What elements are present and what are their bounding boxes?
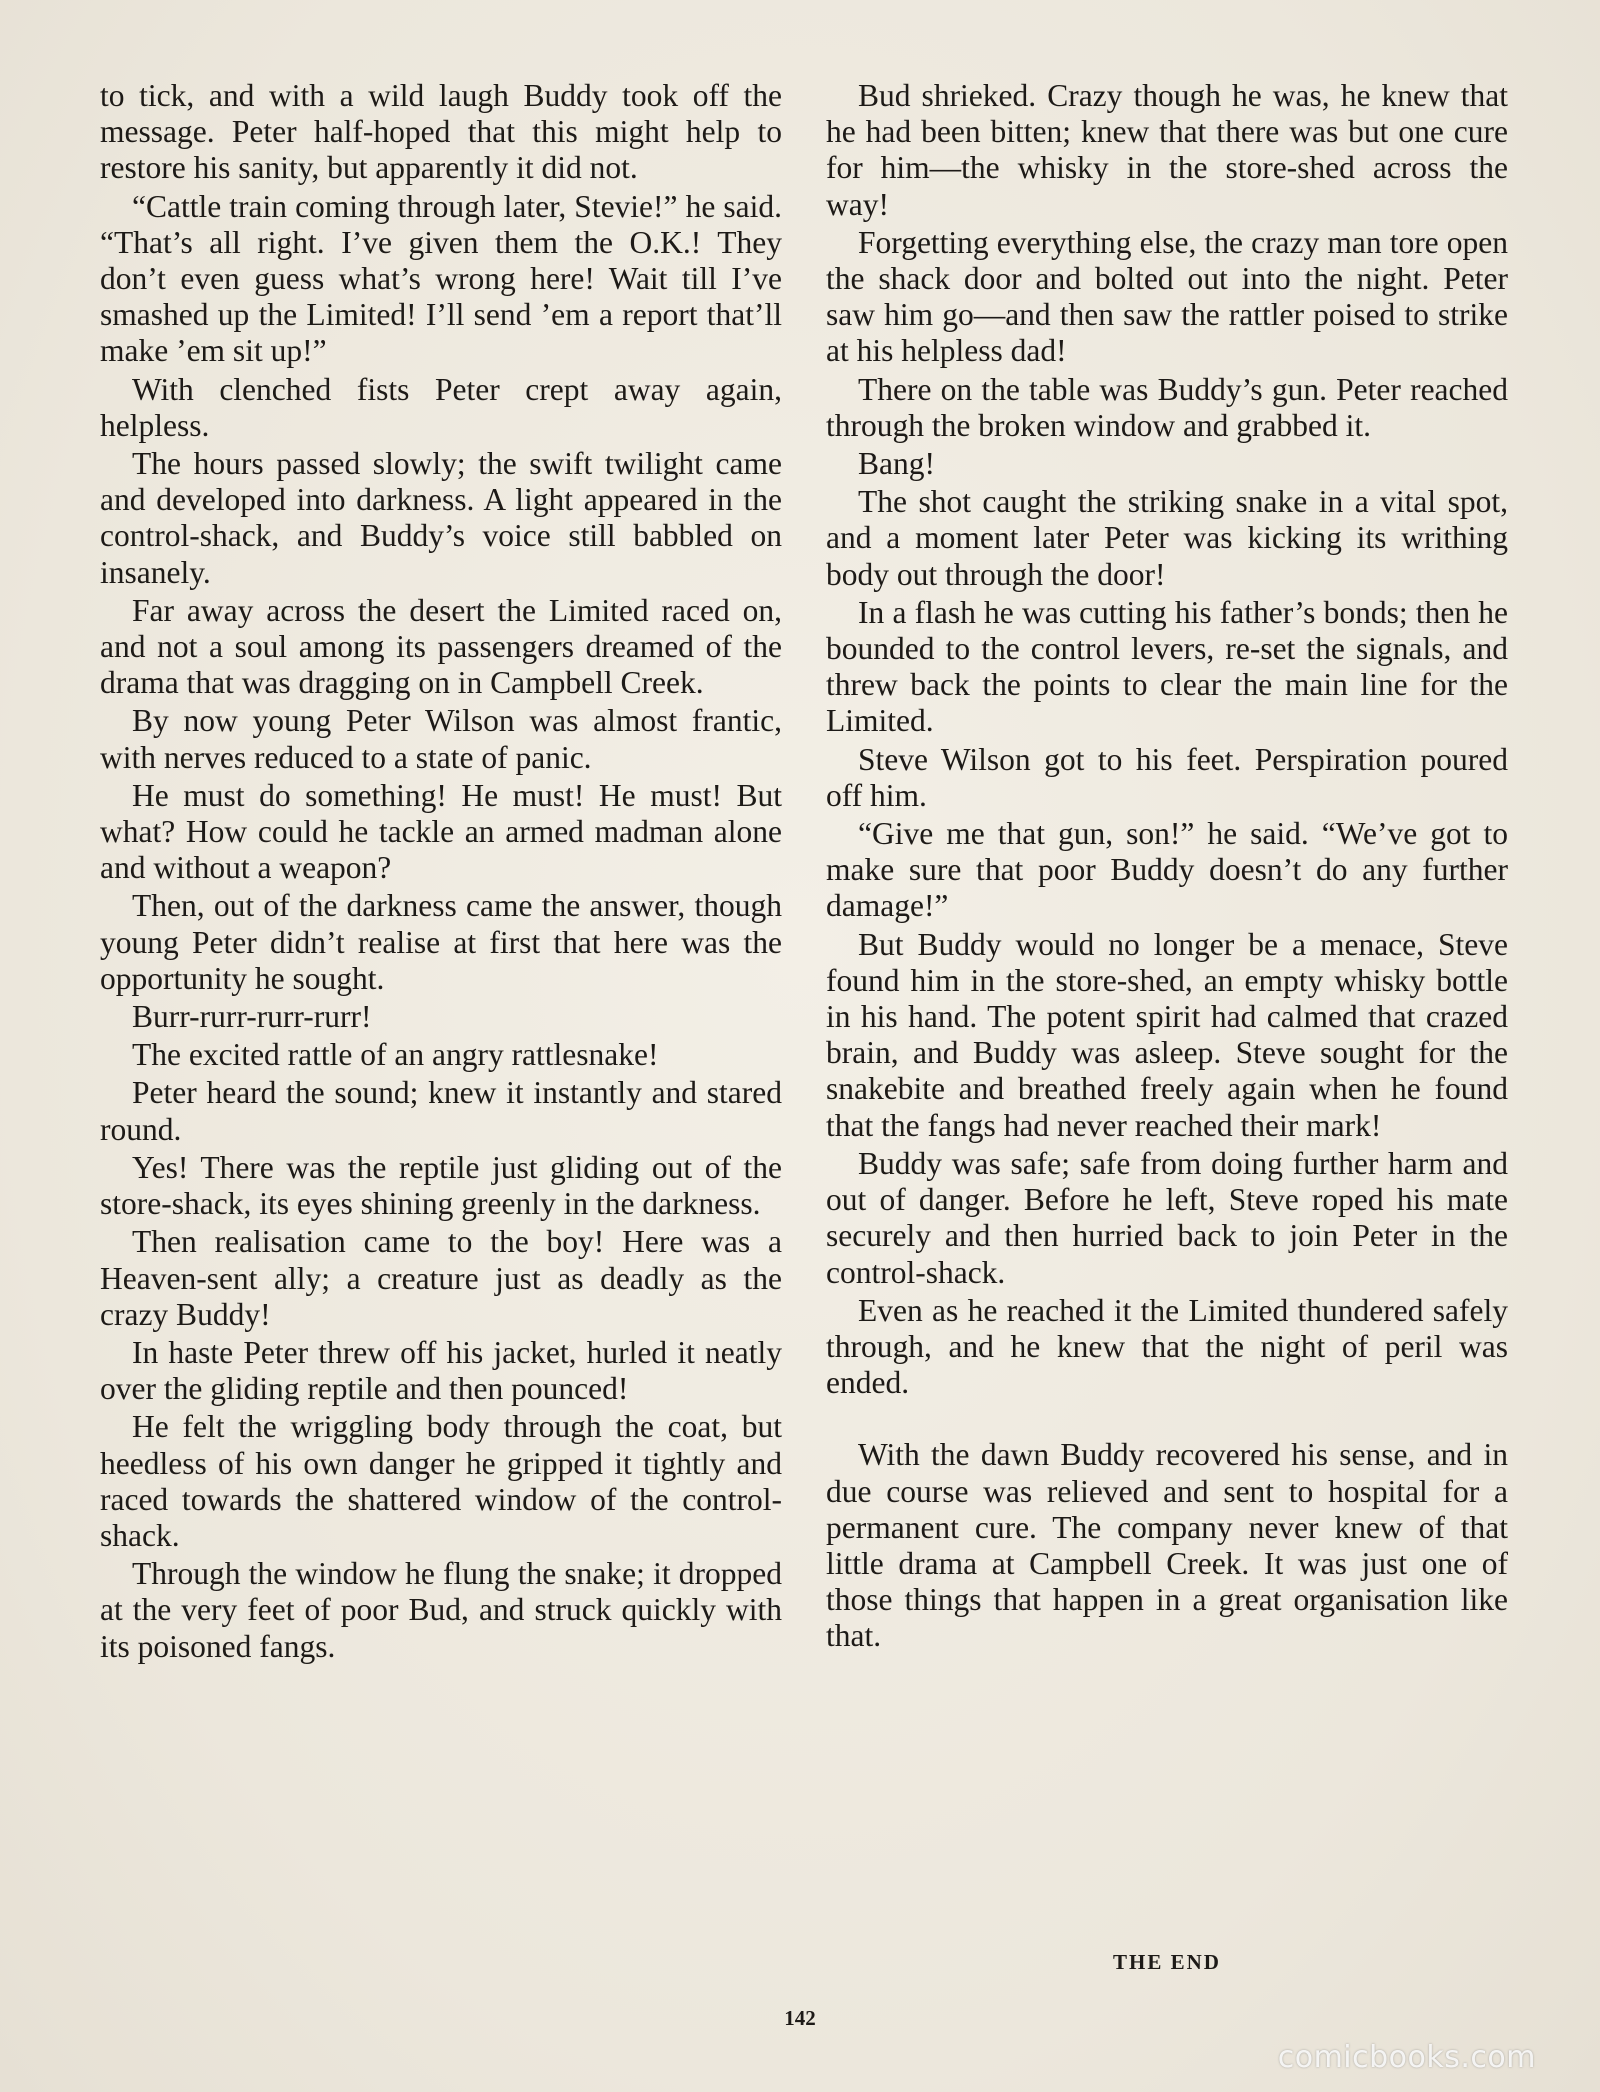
page-number: 142 xyxy=(784,2006,816,2030)
paragraph: In haste Peter threw off his jacket, hurled it neatly over the gliding reptile and then pounced! xyxy=(100,1334,782,1407)
paragraph: With the dawn Buddy recovered his sense, and in due course was relieved and sent to hospital for a permanent cure. The company never knew of that little drama at Campbell Creek. It was just one of those things that happen in a great organisation like that. xyxy=(826,1437,1508,1654)
right-text-column xyxy=(826,78,1508,1657)
paragraph: Bud shrieked. Crazy though he was, he knew that he had been bitten; knew that there was but one cure for him—the whisky in the store-shed across the way! xyxy=(826,78,1508,222)
paragraph: Far away across the desert the Limited raced on, and not a soul among its passengers dreamed of the drama that was dragging on in Campbell Creek. xyxy=(100,592,782,701)
paragraph: to tick, and with a wild laugh Buddy took off the message. Peter half-hoped that this might help to restore his sanity, but apparently it did not. xyxy=(100,78,782,186)
paragraph: Steve Wilson got to his feet. Perspiration poured off him. xyxy=(826,741,1508,813)
paragraph: The hours passed slowly; the swift twilight came and developed into darkness. A light appeared in the control-shack, and Buddy’s voice still babbled on insanely. xyxy=(100,446,782,590)
paragraph: “Give me that gun, son!” he said. “We’ve got to make sure that poor Buddy doesn’t do any further damage!” xyxy=(826,816,1508,924)
the-end-label: THE END xyxy=(1113,1950,1221,1974)
paragraph: Forgetting everything else, the crazy man tore open the shack door and bolted out into the night. Peter saw him go—and then saw the rattler poised to strike at his helpless dad! xyxy=(826,224,1508,369)
paragraph: Burr-rurr-rurr-rurr! xyxy=(132,999,372,1035)
paragraph: Yes! There was the reptile just gliding out of the store-shack, its eyes shining greenly in the darkness. xyxy=(100,1149,782,1222)
paragraph: He must do something! He must! He must! But what? How could he tackle an armed madman alone and without a weapon? xyxy=(100,777,782,886)
paragraph: There on the table was Buddy’s gun. Peter reached through the broken window and grabbed it. xyxy=(826,371,1508,443)
paragraph: He felt the wriggling body through the coat, but heedless of his own danger he gripped it tightly and raced towards the shattered window of the control-shack. xyxy=(100,1409,782,1553)
paragraph: Even as he reached it the Limited thundered safely through, and he knew that the night of peril was ended. xyxy=(826,1292,1508,1401)
paragraph: Peter heard the sound; knew it instantly and stared round. xyxy=(100,1075,782,1147)
left-text-column xyxy=(100,78,782,1667)
paragraph: With clenched fists Peter crept away again, helpless. xyxy=(100,371,782,443)
paragraph: By now young Peter Wilson was almost frantic, with nerves reduced to a state of panic. xyxy=(100,703,782,775)
paragraph: Through the window he flung the snake; it dropped at the very feet of poor Bud, and struck quickly with its poisoned fangs. xyxy=(100,1556,782,1664)
paragraph: In a flash he was cutting his father’s bonds; then he bounded to the control levers, re-set the signals, and threw back the points to clear the main line for the Limited. xyxy=(826,594,1508,739)
paragraph: Buddy was safe; safe from doing further harm and out of danger. Before he left, Steve roped his mate securely and then hurried back to join Peter in the control-shack. xyxy=(826,1145,1508,1290)
paragraph: The excited rattle of an angry rattlesnake! xyxy=(132,1037,659,1073)
paragraph: “Cattle train coming through later, Stevie!” he said. “That’s all right. I’ve given them the O.K.! They don’t even guess what’s wrong here! Wait till I’ve smashed up the Limited! I’ll send ’em a report that’ll make ’em sit up!” xyxy=(100,188,782,369)
paragraph: Then realisation came to the boy! Here was a Heaven-sent ally; a creature just as deadly as the crazy Buddy! xyxy=(100,1224,782,1332)
paragraph: Bang! xyxy=(858,446,935,482)
paragraph: But Buddy would no longer be a menace, Steve found him in the store-shed, an empty whisky bottle in his hand. The potent spirit had calmed that crazed brain, and Buddy was asleep. Steve sought for the snakebite and breathed freely again when he found that the fangs had never reached their mark! xyxy=(826,926,1508,1143)
watermark: comicbooks.com xyxy=(1277,2040,1536,2075)
paragraph: The shot caught the striking snake in a vital spot, and a moment later Peter was kicking its writhing body out through the door! xyxy=(826,484,1508,592)
paragraph: Then, out of the darkness came the answer, though young Peter didn’t realise at first that here was the opportunity he sought. xyxy=(100,888,782,996)
